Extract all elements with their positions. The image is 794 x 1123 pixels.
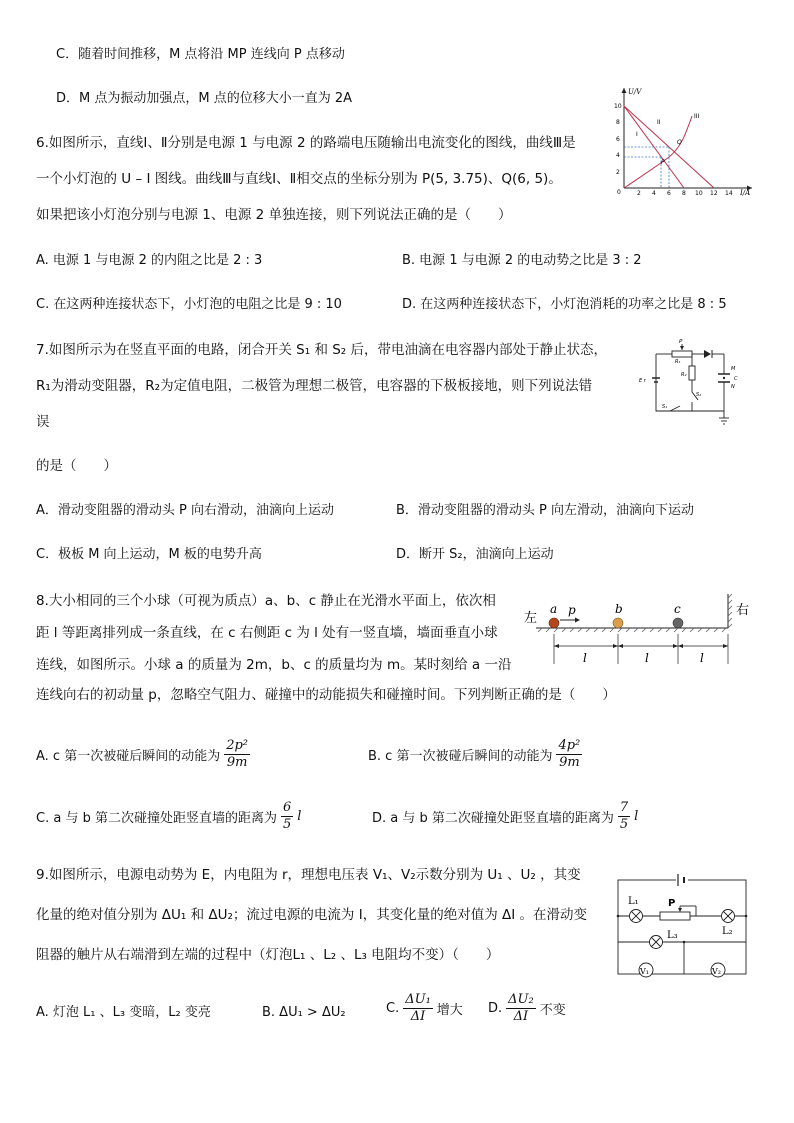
y-axis-label: U/V bbox=[628, 88, 642, 96]
y-tick-6: 6 bbox=[616, 136, 620, 143]
q7-circuit-diagram bbox=[636, 336, 746, 428]
y-tick-4: 4 bbox=[616, 152, 620, 159]
q6-option-d: D. 在这两种连接状态下，小灯泡消耗的功率之比是 8 : 5 bbox=[402, 297, 727, 312]
label-s1: S₁ bbox=[662, 404, 668, 410]
y-tick-2: 2 bbox=[616, 169, 620, 176]
label-l3: L₃ bbox=[667, 930, 678, 941]
rheostat bbox=[660, 912, 690, 920]
q8-stem-line2: 距 l 等距离排列成一条直线，在 c 右侧距 c 为 l 处有一竖直墙，墙面垂直小球 bbox=[36, 625, 498, 641]
x-tick-8: 8 bbox=[682, 190, 686, 196]
q7-stem-line3: 误 bbox=[36, 414, 50, 430]
x-tick-10: 10 bbox=[695, 190, 703, 196]
q5-option-d: D．M 点为振动加强点，M 点的位移大小一直为 2A bbox=[56, 91, 353, 106]
label-l-1: l bbox=[583, 651, 587, 665]
q9-option-c: C. $\frac{\text{ΔU₁}}{\Delta I}$ 增大 bbox=[386, 992, 463, 1024]
q9-option-d: D. $\frac{\text{ΔU₂}}{\Delta I}$ 不变 bbox=[488, 992, 566, 1024]
label-line-i: I bbox=[636, 131, 638, 138]
q9-stem-line2: 化量的绝对值分别为 ΔU₁ 和 ΔU₂；流过电源的电流为 I，其变化量的绝对值为 ΔI 。在滑动变 bbox=[36, 907, 588, 923]
q9-circuit-diagram bbox=[612, 870, 752, 982]
x-tick-12: 12 bbox=[710, 190, 718, 196]
q9-option-b: B. ΔU₁ > ΔU₂ bbox=[262, 1005, 346, 1020]
q7-option-c: C．极板 M 向上运动，M 板的电势升高 bbox=[36, 547, 262, 562]
label-a: a bbox=[550, 602, 558, 616]
y-tick-10: 10 bbox=[614, 103, 622, 110]
label-v2: V₂ bbox=[712, 967, 721, 976]
q5-option-c: C．随着时间推移，M 点将沿 MP 连线向 P 点移动 bbox=[56, 47, 345, 62]
q8-stem-line1: 8.大小相同的三个小球（可视为质点）a、b、c 静止在光滑水平面上，依次相 bbox=[36, 593, 496, 609]
label-s2: S₂ bbox=[696, 392, 702, 398]
q8-option-c: C. a 与 b 第二次碰撞处距竖直墙的距离为 $\frac{6}{5}$ l bbox=[36, 800, 302, 832]
label-l-2: l bbox=[645, 651, 649, 665]
q8-option-a: A. c 第一次被碰后瞬间的动能为 $\frac{\text{2p²}}{9m}$ bbox=[36, 738, 249, 770]
q6-option-b: B. 电源 1 与电源 2 的电动势之比是 3 : 2 bbox=[402, 253, 642, 268]
label-line-ii: II bbox=[657, 119, 661, 126]
q7-option-a: A．滑动变阻器的滑动头 P 向右滑动，油滴向上运动 bbox=[36, 503, 334, 518]
label-r1: R₁ bbox=[675, 359, 681, 365]
q6-stem-line1: 6.如图所示，直线Ⅰ、Ⅱ分别是电源 1 与电源 2 的路端电压随输出电流变化的图线，曲线Ⅲ是 bbox=[36, 135, 576, 151]
label-c: C bbox=[734, 376, 738, 382]
q6-option-c: C. 在这两种连接状态下，小灯泡的电阻之比是 9 : 10 bbox=[36, 297, 342, 312]
q8-option-b: B. c 第一次被碰后瞬间的动能为 $\frac{\text{4p²}}{9m}$ bbox=[368, 738, 581, 770]
x-tick-6: 6 bbox=[667, 190, 671, 196]
x-tick-2: 2 bbox=[637, 190, 641, 196]
y-tick-8: 8 bbox=[616, 119, 620, 126]
label-curve-iii: III bbox=[694, 113, 700, 120]
label-m: M bbox=[731, 366, 736, 372]
label-left: 左 bbox=[524, 611, 538, 626]
q7-option-b: B．滑动变阻器的滑动头 P 向左滑动，油滴向下运动 bbox=[396, 503, 695, 518]
q8-stem-line4: 连线向右的初动量 p，忽略空气阻力、碰撞中的动能损失和碰撞时间。下列判断正确的是（ ） bbox=[36, 687, 616, 703]
label-b: b bbox=[615, 602, 623, 616]
origin-label: 0 bbox=[617, 189, 621, 196]
x-tick-4: 4 bbox=[652, 190, 656, 196]
label-l1: L₁ bbox=[628, 896, 639, 907]
q7-stem-line2: R₁为滑动变阻器，R₂为定值电阻，二极管为理想二极管，电容器的下极板接地，则下列说法错 bbox=[36, 378, 593, 394]
ball-b bbox=[613, 618, 623, 628]
q9-stem-line1: 9.如图所示，电源电动势为 E，内电阻为 r，理想电压表 V₁、V₂示数分别为 U₁ 、U₂ ，其变 bbox=[36, 867, 581, 883]
label-r2: R₂ bbox=[681, 372, 687, 378]
q8-option-d: D. a 与 b 第二次碰撞处距竖直墙的距离为 $\frac{7}{5}$ l bbox=[372, 800, 639, 832]
label-p: P bbox=[679, 339, 683, 345]
q9-option-a: A. 灯泡 L₁ 、L₃ 变暗，L₂ 变亮 bbox=[36, 1005, 211, 1020]
label-er: E r bbox=[639, 378, 646, 384]
q8-stem-line3: 连线，如图所示。小球 a 的质量为 2m，b、c 的质量均为 m。某时刻给 a 一沿 bbox=[36, 657, 512, 673]
label-l-3: l bbox=[700, 651, 704, 665]
label-v1: V₁ bbox=[640, 967, 649, 976]
q6-stem-line3: 如果把该小灯泡分别与电源 1、电源 2 单独连接，则下列说法正确的是（ ） bbox=[36, 207, 512, 223]
ball-a bbox=[549, 618, 559, 628]
q8-balls-figure bbox=[520, 592, 760, 672]
q7-option-d: D．断开 S₂，油滴向上运动 bbox=[396, 547, 554, 562]
q6-stem-line2: 一个小灯泡的 U – I 图线。曲线Ⅲ与直线Ⅰ、Ⅱ相交点的坐标分别为 P(5, 3.75)、Q(6, 5)。 bbox=[36, 171, 562, 187]
q6-option-a: A. 电源 1 与电源 2 的内阻之比是 2 : 3 bbox=[36, 253, 263, 268]
label-point-p: P bbox=[661, 159, 665, 166]
label-p: p bbox=[568, 603, 576, 617]
q7-stem-line1: 7.如图所示为在竖直平面的电路，闭合开关 S₁ 和 S₂ 后，带电油滴在电容器内部处于静止状态， bbox=[36, 342, 608, 358]
label-point-q: Q bbox=[677, 139, 682, 146]
ball-c bbox=[673, 618, 683, 628]
label-p: P bbox=[668, 898, 676, 909]
q6-ui-graph bbox=[610, 84, 756, 196]
q7-stem-line4: 的是（ ） bbox=[36, 458, 117, 474]
x-tick-14: 14 bbox=[725, 190, 733, 196]
label-l2: L₂ bbox=[722, 926, 733, 937]
label-c: c bbox=[674, 602, 681, 616]
q9-stem-line3: 阻器的触片从右端滑到左端的过程中（灯泡L₁ 、L₂ 、L₃ 电阻均不变）（ ） bbox=[36, 947, 500, 963]
label-n: N bbox=[731, 384, 735, 390]
label-right: 右 bbox=[736, 603, 750, 618]
x-axis-label: I/A bbox=[740, 189, 751, 196]
